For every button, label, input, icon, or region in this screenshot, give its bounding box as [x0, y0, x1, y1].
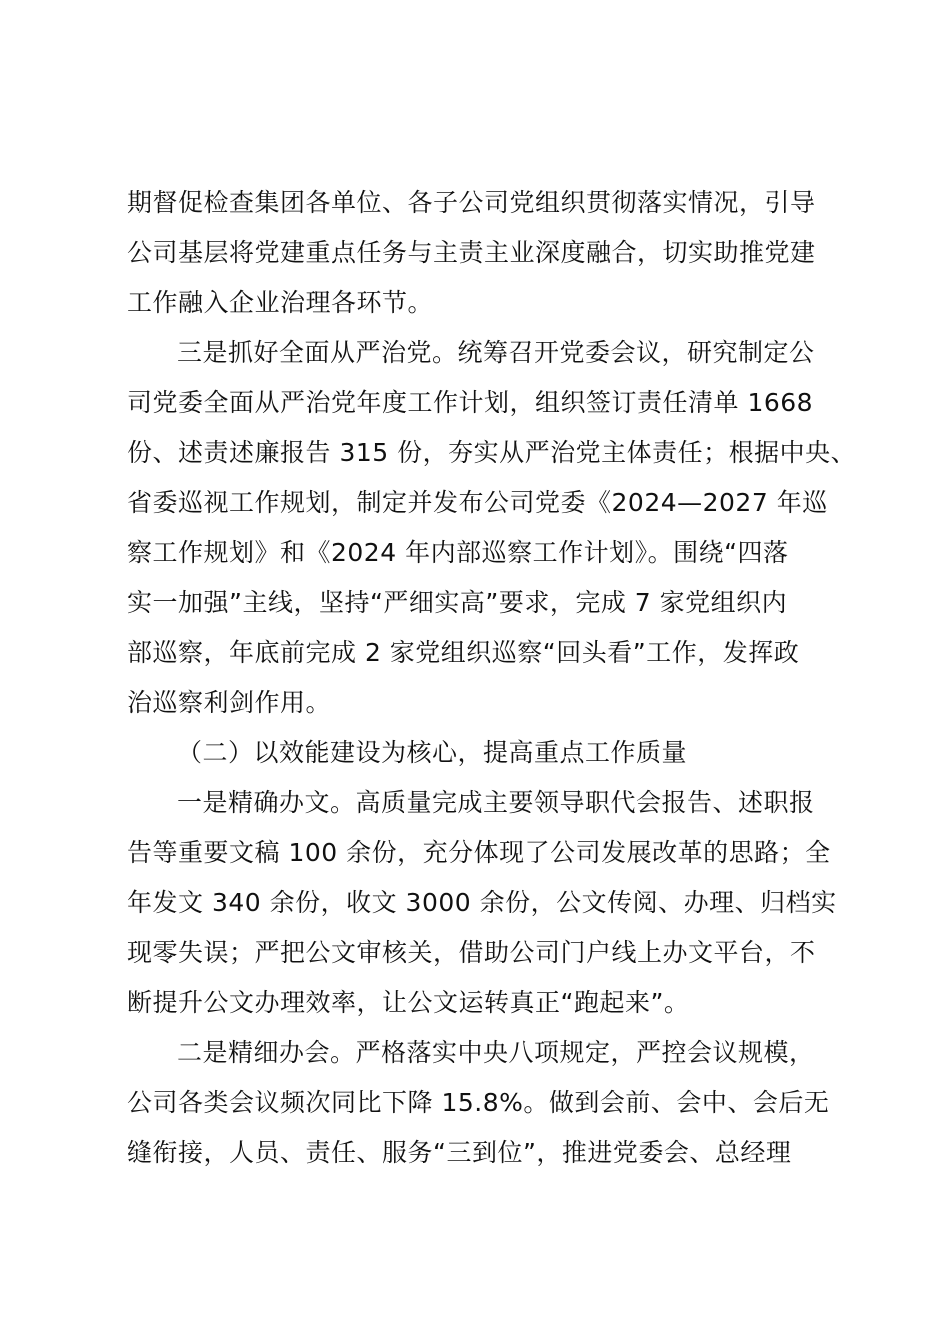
document-body [127, 178, 857, 1178]
body-line: 告等重要文稿 100 余份，充分体现了公司发展改革的思路；全 [127, 838, 831, 867]
paragraph-first-line: 三是抓好全面从严治党。统筹召开党委会议，研究制定公 [177, 338, 815, 367]
body-line: 缝衔接，人员、责任、服务“三到位”，推进党委会、总经理 [127, 1138, 792, 1167]
body-line: 现零失误；严把公文审核关，借助公司门户线上办文平台，不 [127, 938, 816, 967]
body-line: 省委巡视工作规划，制定并发布公司党委《2024—2027 年巡 [127, 488, 828, 517]
body-line: 公司各类会议频次同比下降 15.8%。做到会前、会中、会后无 [127, 1088, 830, 1117]
body-line: 断提升公文办理效率，让公文运转真正“跑起来”。 [127, 988, 690, 1017]
body-line: 察工作规划》和《2024 年内部巡察工作计划》。围绕“四落 [127, 538, 789, 567]
paragraph-first-line: 一是精确办文。高质量完成主要领导职代会报告、述职报 [177, 788, 815, 817]
body-line: 工作融入企业治理各环节。 [127, 288, 434, 317]
section-heading: （二）以效能建设为核心，提高重点工作质量 [177, 738, 688, 767]
body-line: 治巡察利剑作用。 [127, 688, 332, 717]
body-line: 份、述责述廉报告 315 份，夯实从严治党主体责任；根据中央、 [127, 438, 857, 467]
body-line: 实一加强”主线，坚持“严细实高”要求，完成 7 家党组织内 [127, 588, 788, 617]
body-line: 年发文 340 余份，收文 3000 余份，公文传阅、办理、归档实 [127, 888, 837, 917]
body-line: 部巡察，年底前完成 2 家党组织巡察“回头看”工作，发挥政 [127, 638, 800, 667]
body-line: 司党委全面从严治党年度工作计划，组织签订责任清单 1668 [127, 388, 814, 417]
paragraph-first-line: 二是精细办会。严格落实中央八项规定，严控会议规模， [177, 1038, 815, 1067]
body-line: 公司基层将党建重点任务与主责主业深度融合，切实助推党建 [127, 238, 816, 267]
body-line: 期督促检查集团各单位、各子公司党组织贯彻落实情况，引导 [127, 188, 816, 217]
